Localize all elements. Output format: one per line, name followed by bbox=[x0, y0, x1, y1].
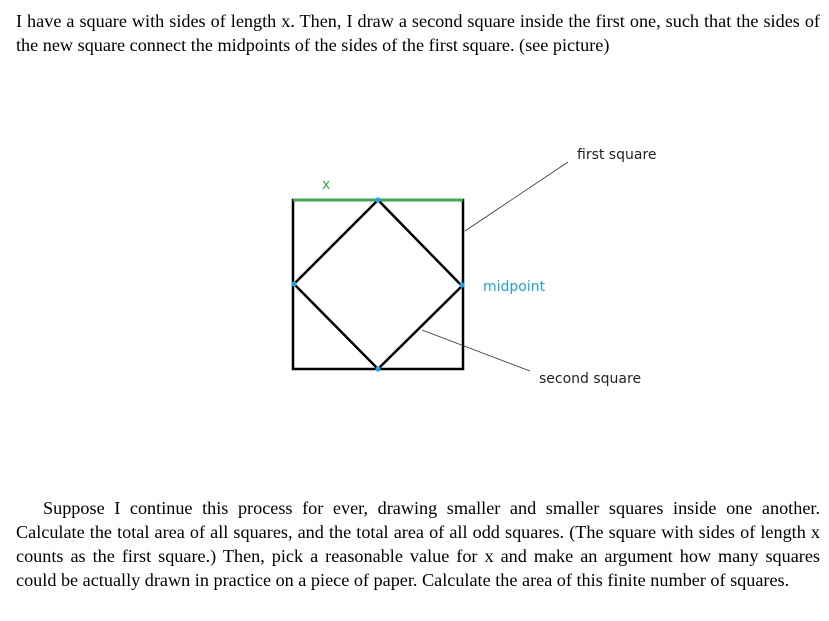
midpoint-label: midpoint bbox=[483, 279, 546, 295]
first-square-leader bbox=[465, 162, 568, 231]
midpoint-dot bbox=[375, 197, 380, 202]
midpoint-dot bbox=[291, 281, 296, 286]
question-paragraph: Suppose I continue this process for ever, drawing smaller and smaller squares inside one another. Calculate the total area of all squares, and the total area of all odd squares. (The square with sides of length x counts as the first square.) Then, pick a reasonable value for x and make an argument how many squares could be actually drawn in practice on a piece of paper. Calculate the area of this finite number of squares. bbox=[16, 498, 820, 590]
second-square bbox=[294, 200, 462, 369]
midpoint-dot bbox=[459, 282, 464, 287]
second-square-label: second square bbox=[539, 371, 642, 387]
side-label: x bbox=[322, 177, 331, 193]
first-square bbox=[293, 200, 463, 369]
intro-paragraph: I have a square with sides of length x. Then, I draw a second square inside the first one, such that the sides of the new square connect the midpoints of the sides of the first square. (see picture) bbox=[16, 11, 820, 55]
midpoint-dot bbox=[375, 366, 380, 371]
second-square-leader bbox=[422, 330, 530, 371]
first-square-label: first square bbox=[577, 147, 657, 163]
